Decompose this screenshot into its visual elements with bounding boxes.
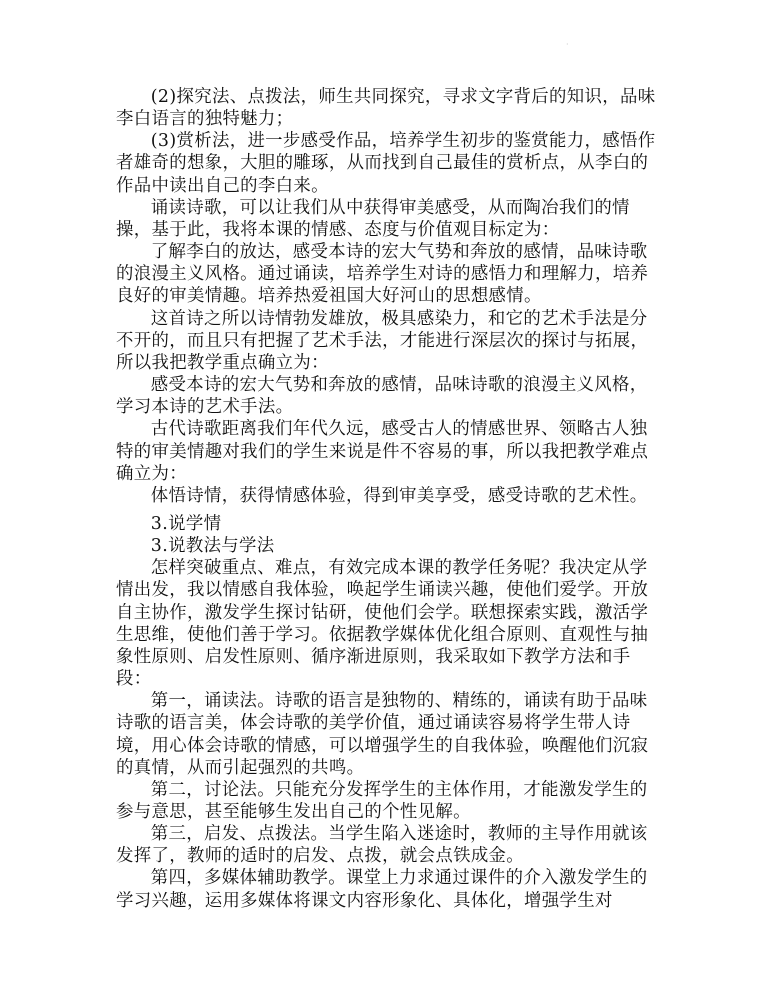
paragraph-key-point-intro: 这首诗之所以诗情勃发雄放，极具感染力，和它的艺术手法是分不开的，而且只有把握了艺术手法，才能进行深层次的探讨与拓展，所以我把教学重点确立为： [116,308,649,373]
paragraph-third-method: 第三，启发、点拨法。当学生陷入迷途时，教师的主导作用就该发挥了，教师的适时的启发、点拨，就会点铁成金。 [116,824,648,867]
paragraph-first-method: 第一，诵读法。诗歌的语言是独物的、精练的，诵读有助于品味诗歌的语言美，体会诗歌的美学价值，通过诵读容易将学生带人诗境，用心体会诗歌的情感，可以增强学生的自我体验，唤醒他们沉寂的真情，从而引起强烈的共鸣。 [116,691,649,778]
paragraph-difficulty-intro: 古代诗歌距离我们年代久远，感受古人的情感世界、领略古人独特的审美情趣对我们的学生来说是件不容易的事，所以我把教学难点确立为： [116,419,649,484]
paragraph-methods-intro: 怎样突破重点、难点，有效完成本课的教学任务呢？我决定从学情出发，我以情感自我体验，唤起学生诵读兴趣，使他们爱学。开放自主协作，激发学生探讨钻研，使他们会学。联想探索实践，激活学生思维，使他们善于学习。依据教学媒体优化组合原则、直观性与抽象性原则、启发性原则、循序渐进原则，我采取如下教学方法和手段： [116,558,649,690]
paragraph-difficulty: 体悟诗情，获得情感体验，得到审美享受，感受诗歌的艺术性。 [150,485,648,506]
paragraph-emotion-intro: 诵读诗歌，可以让我们从中获得审美感受，从而陶冶我们的情操，基于此，我将本课的情感、态度与价值观目标定为： [116,197,630,240]
paragraph-key-point: 感受本诗的宏大气势和奔放的感情，品味诗歌的浪漫主义风格，学习本诗的艺术手法。 [116,375,648,418]
paragraph-fourth-method: 第四，多媒体辅助教学。课堂上力求通过课件的介入激发学生的学习兴趣，运用多媒体将课文内容形象化、具体化，增强学生对 [116,868,648,911]
document-body [116,86,656,912]
section-heading-learning: 3.说学情 [150,513,222,534]
page-mark: · [566,40,569,49]
section-heading-methods: 3.说教法与学法 [150,536,275,557]
paragraph-method-3: (3)赏析法，进一步感受作品，培养学生初步的鉴赏能力，感悟作者雄奇的想象，大胆的雕琢，从而找到自己最佳的赏析点，从李白的作品中读出自己的李白来。 [116,131,656,196]
paragraph-second-method: 第二，讨论法。只能充分发挥学生的主体作用，才能激发学生的参与意思，甚至能够生发出自己的个性见解。 [116,779,648,822]
paragraph-emotion-goal: 了解李白的放达，感受本诗的宏大气势和奔放的感情，品味诗歌的浪漫主义风格。通过诵读，培养学生对诗的感悟力和理解力，培养良好的审美情趣。培养热爱祖国大好河山的思想感情。 [116,242,649,307]
paragraph-method-2: (2)探究法、点拨法，师生共同探究，寻求文字背后的知识，品味李白语言的独特魅力； [116,87,656,130]
